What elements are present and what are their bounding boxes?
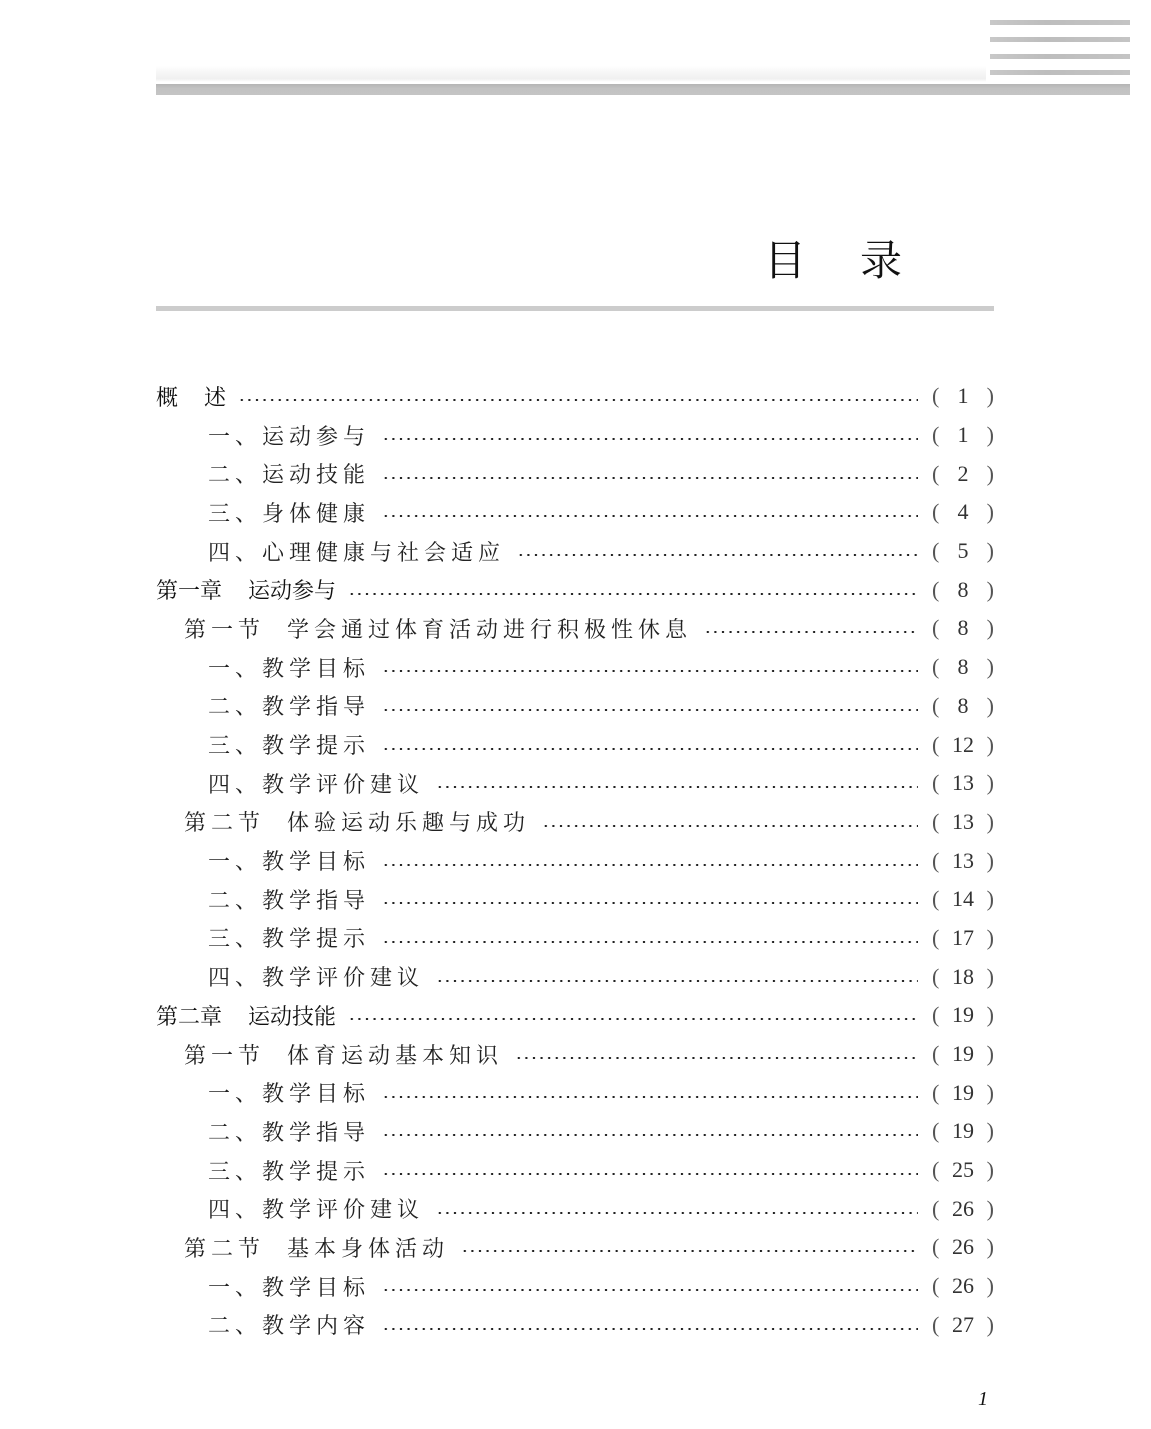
close-paren: )	[986, 576, 994, 602]
page-number-ref: 19	[952, 1041, 974, 1067]
toc-entry-title: 学会通过体育活动进行积极性休息	[287, 617, 693, 643]
toc-entry-label	[156, 381, 238, 412]
page-number-ref: 18	[952, 963, 974, 989]
dot-leader	[382, 515, 918, 517]
toc-entry-number: 第一节	[184, 617, 266, 643]
toc-entry-title: 四、心理健康与社会适应	[208, 540, 506, 566]
toc-entry-number: 第二章	[156, 1004, 223, 1030]
close-paren: )	[986, 886, 994, 912]
toc-page-ref	[918, 925, 994, 951]
close-paren: )	[986, 460, 994, 486]
toc-entry-label	[156, 1000, 348, 1031]
header-fade-band	[156, 66, 986, 82]
toc-entry-title: 基本身体活动	[287, 1236, 450, 1262]
toc-entry[interactable]	[156, 764, 994, 803]
toc-entry[interactable]	[156, 1035, 994, 1074]
page-number-ref: 27	[952, 1311, 974, 1337]
title-char-2: 录	[860, 236, 903, 285]
toc-entry-title: 一、教学目标	[208, 1275, 371, 1301]
toc-entry-title: 三、教学提示	[208, 734, 371, 760]
close-paren: )	[986, 1273, 994, 1299]
page-number-ref: 13	[952, 808, 974, 834]
toc-entry-label	[208, 458, 382, 489]
page-title	[764, 228, 902, 288]
close-paren: )	[986, 1157, 994, 1183]
toc-entry[interactable]	[156, 493, 994, 532]
close-paren: )	[986, 1311, 994, 1337]
dot-leader	[382, 477, 918, 479]
dot-leader	[348, 593, 918, 595]
dot-leader	[382, 438, 918, 440]
page-number-ref: 1	[957, 422, 969, 448]
toc-entry-title: 三、教学提示	[208, 1159, 371, 1185]
dot-leader	[382, 1096, 918, 1098]
toc-entry-label	[208, 961, 436, 992]
page-number-ref: 8	[957, 692, 969, 718]
toc-entry[interactable]	[156, 1112, 994, 1151]
toc-entry-label	[208, 845, 382, 876]
close-paren: )	[986, 847, 994, 873]
toc-entry[interactable]	[156, 1306, 994, 1345]
open-paren: (	[932, 924, 940, 950]
toc-entry-label	[184, 1039, 515, 1070]
toc-entry-label	[156, 574, 348, 605]
close-paren: )	[986, 692, 994, 718]
toc-entry-title: 三、教学提示	[208, 927, 371, 953]
toc-entry-title: 运动参与	[248, 579, 337, 605]
dot-leader	[382, 864, 918, 866]
toc-entry[interactable]	[156, 416, 994, 455]
close-paren: )	[986, 422, 994, 448]
page-number-ref: 19	[952, 1118, 974, 1144]
open-paren: (	[932, 770, 940, 796]
toc-entry[interactable]	[156, 996, 994, 1035]
toc-entry[interactable]	[156, 919, 994, 958]
toc-entry[interactable]	[156, 1267, 994, 1306]
open-paren: (	[932, 692, 940, 718]
page-number-ref: 25	[952, 1157, 974, 1183]
toc-entry-number: 第二节	[184, 1236, 266, 1262]
toc-entry[interactable]	[156, 1151, 994, 1190]
toc-entry-title: 二、教学指导	[208, 1120, 371, 1146]
toc-entry-title: 二、教学指导	[208, 695, 371, 721]
dot-leader	[348, 1018, 918, 1020]
dot-leader	[542, 825, 918, 827]
toc-entry-number: 第一章	[156, 579, 223, 605]
page-number-ref: 13	[952, 847, 974, 873]
toc-entry-label	[208, 1077, 382, 1108]
page-number-ref: 8	[957, 654, 969, 680]
dot-leader	[382, 1173, 918, 1175]
open-paren: (	[932, 422, 940, 448]
dot-leader	[461, 1250, 918, 1252]
close-paren: )	[986, 1041, 994, 1067]
open-paren: (	[932, 499, 940, 525]
title-char-1: 目	[764, 236, 807, 285]
toc-page-ref	[918, 770, 994, 796]
toc-entry-number: 第二节	[184, 811, 266, 837]
toc-page-ref	[918, 1157, 994, 1183]
toc-entry[interactable]	[156, 803, 994, 842]
dot-leader	[436, 786, 918, 788]
close-paren: )	[986, 1002, 994, 1028]
toc-page-ref	[918, 1080, 994, 1106]
header-rule	[156, 84, 1130, 95]
toc-entry-title: 二、运动技能	[208, 463, 371, 489]
toc-page-ref	[918, 461, 994, 487]
toc-entry-label	[208, 690, 382, 721]
toc-page-ref	[918, 1312, 994, 1338]
toc-entry-number: 概	[156, 385, 179, 411]
title-underline	[156, 306, 994, 311]
toc-page-ref	[918, 654, 994, 680]
toc-entry-label	[208, 922, 382, 953]
toc-entry-label	[208, 1116, 382, 1147]
toc-entry-label	[208, 1155, 382, 1186]
toc-entry-label	[208, 497, 382, 528]
open-paren: (	[932, 1273, 940, 1299]
toc-entry[interactable]	[156, 725, 994, 764]
close-paren: )	[986, 808, 994, 834]
open-paren: (	[932, 654, 940, 680]
toc-page-ref	[918, 499, 994, 525]
open-paren: (	[932, 383, 940, 409]
page-number-ref: 26	[952, 1195, 974, 1221]
toc-entry[interactable]	[156, 1228, 994, 1267]
toc-entry-title: 四、教学评价建议	[208, 1198, 425, 1224]
toc-page-ref	[918, 1273, 994, 1299]
toc-entry-label	[208, 1271, 382, 1302]
toc-entry[interactable]	[156, 687, 994, 726]
dot-leader	[382, 1289, 918, 1291]
toc-page-ref	[918, 848, 994, 874]
toc-entry-label	[184, 613, 704, 644]
open-paren: (	[932, 576, 940, 602]
page-number-ref: 12	[952, 731, 974, 757]
close-paren: )	[986, 1195, 994, 1221]
toc-page-ref	[918, 1002, 994, 1028]
page-number-ref: 2	[957, 460, 969, 486]
open-paren: (	[932, 731, 940, 757]
toc-entry-title: 二、教学指导	[208, 888, 371, 914]
toc-entry-title: 一、运动参与	[208, 424, 371, 450]
open-paren: (	[932, 615, 940, 641]
dot-leader	[238, 399, 918, 401]
toc-entry-label	[208, 536, 517, 567]
dot-leader	[382, 709, 918, 711]
header-stripes-decoration	[990, 18, 1130, 82]
toc-entry-title: 运动技能	[248, 1004, 337, 1030]
dot-leader	[436, 1212, 918, 1214]
open-paren: (	[932, 1079, 940, 1105]
open-paren: (	[932, 886, 940, 912]
toc-page-ref	[918, 1234, 994, 1260]
table-of-contents	[156, 377, 994, 1344]
toc-page-ref	[918, 1196, 994, 1222]
toc-entry-label	[184, 1232, 461, 1263]
page-number-ref: 5	[957, 538, 969, 564]
toc-page-ref	[918, 422, 994, 448]
toc-page-ref	[918, 538, 994, 564]
toc-entry-label	[208, 652, 382, 683]
toc-entry[interactable]	[156, 377, 994, 416]
toc-page-ref	[918, 1118, 994, 1144]
open-paren: (	[932, 1234, 940, 1260]
toc-entry-label	[208, 1193, 436, 1224]
toc-entry-title: 述	[204, 385, 227, 411]
toc-page-ref	[918, 693, 994, 719]
open-paren: (	[932, 847, 940, 873]
toc-entry[interactable]	[156, 1073, 994, 1112]
close-paren: )	[986, 770, 994, 796]
dot-leader	[517, 554, 918, 556]
page-number-ref: 13	[952, 770, 974, 796]
close-paren: )	[986, 1079, 994, 1105]
toc-page-ref	[918, 1041, 994, 1067]
open-paren: (	[932, 1002, 940, 1028]
toc-entry-title: 二、教学内容	[208, 1314, 371, 1340]
dot-leader	[382, 941, 918, 943]
toc-page-ref	[918, 615, 994, 641]
toc-entry-title: 四、教学评价建议	[208, 966, 425, 992]
toc-entry-title: 一、教学目标	[208, 850, 371, 876]
toc-entry[interactable]	[156, 841, 994, 880]
toc-entry[interactable]	[156, 609, 994, 648]
page-number-ref: 26	[952, 1234, 974, 1260]
toc-page-ref	[918, 809, 994, 835]
dot-leader	[704, 631, 918, 633]
close-paren: )	[986, 1118, 994, 1144]
toc-page-ref	[918, 732, 994, 758]
open-paren: (	[932, 460, 940, 486]
dot-leader	[515, 1057, 918, 1059]
close-paren: )	[986, 731, 994, 757]
close-paren: )	[986, 615, 994, 641]
toc-entry[interactable]	[156, 880, 994, 919]
toc-entry-title: 三、身体健康	[208, 501, 371, 527]
close-paren: )	[986, 538, 994, 564]
open-paren: (	[932, 808, 940, 834]
open-paren: (	[932, 1157, 940, 1183]
toc-page-ref	[918, 964, 994, 990]
dot-leader	[382, 902, 918, 904]
toc-page-ref	[918, 886, 994, 912]
toc-entry-label	[208, 729, 382, 760]
toc-entry[interactable]	[156, 957, 994, 996]
page-number-ref: 1	[957, 383, 969, 409]
page-number-ref: 14	[952, 886, 974, 912]
page-number-ref: 8	[957, 576, 969, 602]
open-paren: (	[932, 1311, 940, 1337]
toc-entry-title: 体验运动乐趣与成功	[287, 811, 531, 837]
page-number-ref: 26	[952, 1273, 974, 1299]
toc-entry-label	[208, 420, 382, 451]
toc-entry-title: 体育运动基本知识	[287, 1043, 504, 1069]
toc-entry[interactable]	[156, 454, 994, 493]
page-number-ref: 19	[952, 1002, 974, 1028]
toc-page-ref	[918, 383, 994, 409]
toc-entry-label	[208, 768, 436, 799]
toc-entry-title: 四、教学评价建议	[208, 772, 425, 798]
close-paren: )	[986, 383, 994, 409]
open-paren: (	[932, 1118, 940, 1144]
open-paren: (	[932, 1195, 940, 1221]
page-number-ref: 17	[952, 924, 974, 950]
toc-entry-title: 一、教学目标	[208, 1082, 371, 1108]
toc-entry[interactable]	[156, 570, 994, 609]
page-number-ref: 19	[952, 1079, 974, 1105]
dot-leader	[382, 748, 918, 750]
page-number-ref: 8	[957, 615, 969, 641]
open-paren: (	[932, 538, 940, 564]
toc-page-ref	[918, 577, 994, 603]
toc-entry-label	[208, 884, 382, 915]
close-paren: )	[986, 963, 994, 989]
toc-entry[interactable]	[156, 532, 994, 571]
open-paren: (	[932, 963, 940, 989]
toc-entry[interactable]	[156, 1189, 994, 1228]
dot-leader	[382, 1134, 918, 1136]
dot-leader	[382, 1328, 918, 1330]
close-paren: )	[986, 924, 994, 950]
close-paren: )	[986, 1234, 994, 1260]
page-number: 1	[978, 1388, 988, 1410]
close-paren: )	[986, 499, 994, 525]
toc-entry-label	[208, 1309, 382, 1340]
close-paren: )	[986, 654, 994, 680]
dot-leader	[436, 980, 918, 982]
toc-entry-number: 第一节	[184, 1043, 266, 1069]
toc-entry[interactable]	[156, 648, 994, 687]
page-number-ref: 4	[957, 499, 969, 525]
dot-leader	[382, 670, 918, 672]
open-paren: (	[932, 1041, 940, 1067]
toc-entry-title: 一、教学目标	[208, 656, 371, 682]
toc-entry-label	[184, 806, 542, 837]
